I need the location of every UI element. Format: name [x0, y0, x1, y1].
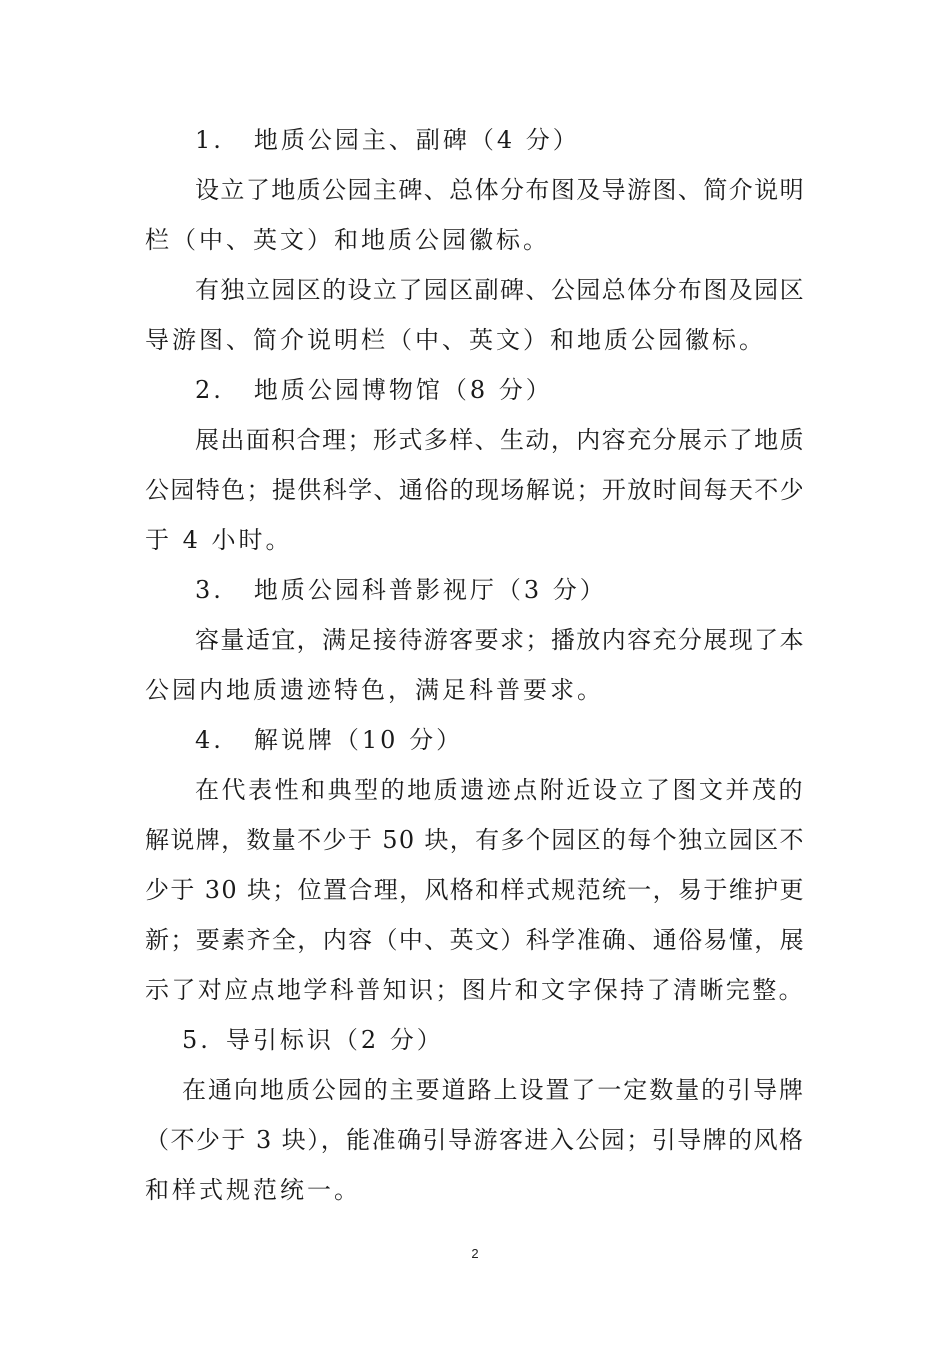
section-heading-4: 4. 解说牌（10 分）	[195, 726, 464, 754]
paragraph-line: 栏（中、英文）和地质公园徽标。	[145, 226, 550, 254]
page-number: 2	[471, 1246, 479, 1261]
paragraph-line: 在代表性和典型的地质遗迹点附近设立了图文并茂的	[195, 776, 805, 804]
section-heading-5: 5. 导引标识（2 分）	[182, 1026, 444, 1054]
paragraph-line: 导游图、简介说明栏（中、英文）和地质公园徽标。	[145, 326, 766, 354]
section-heading-3: 3. 地质公园科普影视厅（3 分）	[195, 576, 607, 604]
paragraph-line: （不少于 3 块），能准确引导游客进入公园；引导牌的风格	[145, 1126, 805, 1154]
section-heading-1: 1. 地质公园主、副碑（4 分）	[195, 126, 580, 154]
paragraph-line: 公园内地质遗迹特色，满足科普要求。	[145, 676, 604, 704]
paragraph-line: 于 4 小时。	[145, 526, 293, 554]
paragraph-line: 示了对应点地学科普知识；图片和文字保持了清晰完整。	[145, 976, 805, 1004]
paragraph-line: 在通向地质公园的主要道路上设置了一定数量的引导牌	[182, 1076, 805, 1104]
paragraph-line: 容量适宜，满足接待游客要求；播放内容充分展现了本	[195, 626, 805, 654]
paragraph-line: 公园特色；提供科学、通俗的现场解说；开放时间每天不少	[145, 476, 805, 504]
paragraph-line: 有独立园区的设立了园区副碑、公园总体分布图及园区	[195, 276, 805, 304]
paragraph-line: 新；要素齐全，内容（中、英文）科学准确、通俗易懂，展	[145, 926, 805, 954]
paragraph-line: 少于 30 块；位置合理，风格和样式规范统一，易于维护更	[145, 876, 805, 904]
section-heading-2: 2. 地质公园博物馆（8 分）	[195, 376, 553, 404]
paragraph-line: 和样式规范统一。	[145, 1176, 361, 1204]
paragraph-line: 展出面积合理；形式多样、生动，内容充分展示了地质	[195, 426, 805, 454]
paragraph-line: 解说牌，数量不少于 50 块，有多个园区的每个独立园区不	[145, 826, 805, 854]
paragraph-line: 设立了地质公园主碑、总体分布图及导游图、简介说明	[195, 176, 805, 204]
